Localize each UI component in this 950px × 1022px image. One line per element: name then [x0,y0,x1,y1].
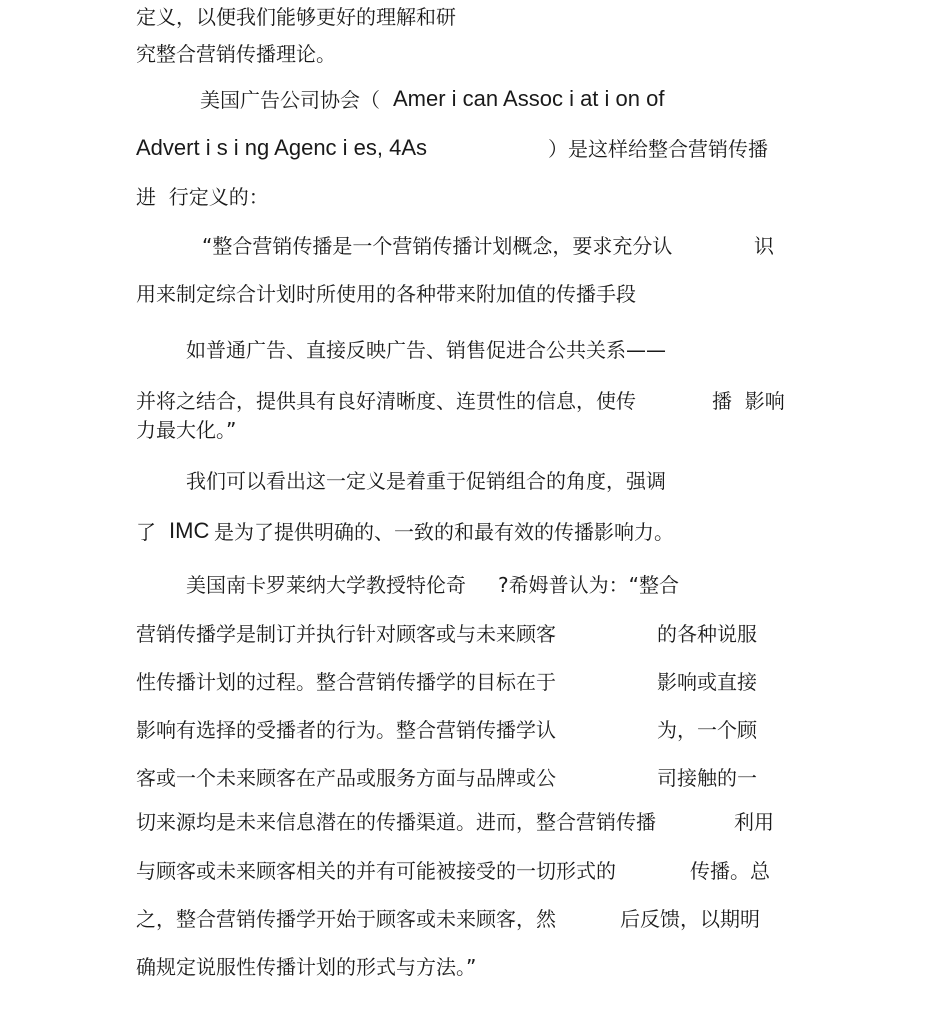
text-line: 客或一个未来顾客在产品或服务方面与品牌或公 [136,766,556,790]
text-line: 利用 [734,810,774,834]
text-line: 性传播计划的过程。整合营销传播学的目标在于 [136,670,556,694]
text-line: 后反馈，以期明 [620,907,760,931]
text-line: 定义，以便我们能够更好的理解和研 [136,5,456,29]
text-line: 并将之结合，提供具有良好清晰度、连贯性的信息，使传 [136,389,636,413]
text-line: 用来制定综合计划时所使用的各种带来附加值的传播手段 [136,282,636,306]
text-line: 影响有选择的受播者的行为。整合营销传播学认 [136,718,556,742]
text-line: 与顾客或未来顾客相关的并有可能被接受的一切形式的 [136,859,616,883]
text-line: 进 行定义的： [136,185,269,209]
text-line: 确规定说服性传播计划的形式与方法。” [136,955,477,979]
text-line: IMC [169,518,210,543]
text-line: 如普通广告、直接反映广告、销售促进合公共关系—— [186,338,666,362]
text-line: 的各种说服 [657,622,757,646]
text-line: 司接触的一 [657,766,757,790]
text-line: ）是这样给整合营销传播 [548,137,768,161]
text-line: 之，整合营销传播学开始于顾客或未来顾客，然 [136,907,556,931]
text-line: Amer i can Assoc i at i on of [393,86,665,111]
text-line: 营销传播学是制订并执行针对顾客或与未来顾客 [136,622,556,646]
text-line: 究整合营销传播理论。 [136,42,336,66]
text-line: 了 [136,520,156,544]
text-line: Advert i s i ng Agenc i es, 4As [136,135,428,160]
text-line: 为，一个顾 [657,718,757,742]
text-line: “整合营销传播是一个营销传播计划概念，要求充分认 [202,234,673,258]
text-line: 我们可以看出这一定义是着重于促销组合的角度，强调 [186,469,666,493]
text-line: 识 [754,234,774,258]
text-line: 美国广告公司协会（ [200,88,380,112]
text-line: 美国南卡罗莱纳大学教授特伦奇 [186,573,466,597]
text-line: 切来源均是未来信息潜在的传播渠道。进而，整合营销传播 [136,810,656,834]
text-line: 力最大化。” [136,418,237,442]
text-line: 影响或直接 [657,670,757,694]
text-line: 是为了提供明确的、一致的和最有效的传播影响力。 [214,520,674,544]
text-line: ?希姆普认为：“整合 [498,573,679,597]
text-line: 播 影响 [712,389,785,413]
text-line: 传播。总 [690,859,770,883]
